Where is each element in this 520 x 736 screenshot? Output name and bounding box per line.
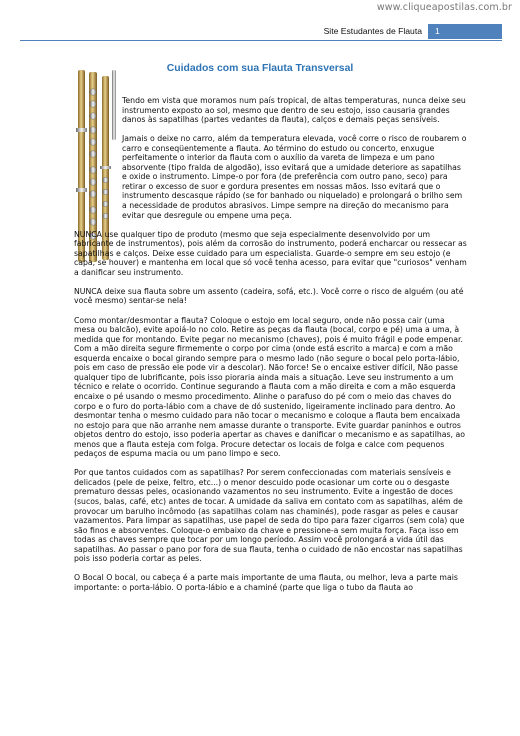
paragraph-assembly: Como montar/desmontar a flauta? Coloque o estojo em local seguro, onde não possa cair (uma mesa ou balcão), evite apoiá-lo no colo. Retire as peças da flauta (bocal, corpo e pé) uma a uma, à medida que for montando. Evite pegar no mecanismo (chaves), pois é muito frágil e pode empenar. Com a mão direita segure firmemente o corpo por cima (onde está escrito a marca) e com a mão esquerda encaixe o bocal girando sempre para o mesmo lado (não segure o bocal pelo porta-lábio, pois em caso de pressão ele pode vir a descolar). Não force! Se o encaixe estiver difícil, Não passe qualquer tipo de lubrificante, pois isso pioraria ainda mais a situação. Leve seu instrumento a um técnico e relate o ocorrido. Continue segurando a flauta com a mão direita e com a mão esquerda encaixe o pé usando o mesmo procedimento. Alinhe o parafuso do pé com o meio das chaves do corpo e o furo do porta-lábio com a chave de dó sustenido, ligeiramente inclinado para dentro. Ao desmontar tenha o mesmo cuidado para não tocar o mecanismo e coloque a flauta bem encaixada no estojo para que não arranhe nem amasse durante o transporte. Evite guardar paninhos e outros objetos dentro do estojo, isso poderia apertar as chaves e danificar o mecanismo e as sapatilhas, ao menos que a flauta esteja com folga. Procure detectar os locais de folga e calce com pequenos pedaços de espuma macia ou um pano limpo e seco. bbox=[74, 315, 465, 459]
watermark: www.cliqueapostilas.com.br bbox=[376, 2, 512, 13]
page-title: Cuidados com sua Flauta Transversal bbox=[166, 63, 354, 74]
paragraph-storage: Jamais o deixe no carro, além da temperatura elevada, você corre o risco de roubarem o carro e conseqüentemente a flauta. Ao término do estudo ou concerto, enxugue perfeitamente o interior da flauta com o auxílio da vareta de limpeza e um pano absorvente (tipo fralda de algodão), isso evitará que a umidade deteriore as sapatilhas e oxide o instrumento. Limpe-o por fora (de preferência com outro pano, seco) para retirar o excesso de suor e gordura presentes em nossas mãos. Isso evitará que o instrumento descasque rápido (se for banhado ou niquelado) e prolongará o brilho sem a necessidade de produtos abrasivos. Limpe sempre na direção do mecanismo para evitar que desregule ou empene uma peça. bbox=[122, 134, 467, 220]
header-site-name: Site Estudantes de Flauta bbox=[323, 26, 422, 36]
paragraph-pads: Por que tantos cuidados com as sapatilhas? Por serem confeccionadas com materiais sensíveis e delicados (pele de peixe, feltro, etc...) o menor descuido pode ocasionar um corte ou o desgaste prematuro dessas peles, ocasionando vazamentos no seu instrumento. Evite a ingestão de doces (sucos, balas, café, etc) antes de tocar. A umidade da saliva em contato com as sapatilhas, além de provocar um barulho incômodo (as sapatilhas colam nas chaminés), pode rasgar as peles e causar vazamentos. Para limpar as sapatilhas, use papel de seda do tipo para fazer cigarros (sem cola) que são finos e absorventes. Coloque-o embaixo da chave e pressione-a sem muita força. Faça isso em todas as chaves sempre que tocar por um longo período. Assim você prolongará a vida útil das sapatilhas. Ao passar o pano por fora de sua flauta, tenha o cuidado de não encostar nas sapatilhas pois isso poderia cortar as peles. bbox=[74, 468, 465, 564]
paragraph-seat: NUNCA deixe sua flauta sobre um assento (cadeira, sofá, etc.). Você corre o risco de alguém (ou até você mesmo) sentar-se nela! bbox=[74, 286, 464, 306]
page-header bbox=[20, 24, 502, 41]
page-number-badge: 1 bbox=[428, 24, 502, 39]
document-body bbox=[74, 96, 468, 602]
paragraph-headjoint: O Bocal O bocal, ou cabeça é a parte mais importante de uma flauta, ou melhor, leva a parte mais importante: o porta-lábio. O porta-lábio e a chaminé (parte que liga o tubo da flauta ao bbox=[74, 573, 458, 592]
paragraph-intro: Tendo em vista que moramos num país tropical, de altas temperaturas, nunca deixe seu instrumento exposto ao sol, mesmo que dentro de seu estojo, isso causaria grandes danos às sapatilhas (partes vedantes da flauta), calços e demais peças sensíveis. bbox=[122, 96, 466, 125]
paragraph-products: NUNCA use qualquer tipo de produto (mesmo que seja especialmente desenvolvido por um fabricante de instrumentos), pois além da corrosão do instrumento, poderá encharcar ou ressecar as sapatilhas e calços. Deixe esse cuidado para um especialista. Guarde-o sempre em seu estojo (e capa, se houver) e mantenha em local que só você tenha acesso, para evitar que "curiosos" venham a danificar seu instrumento. bbox=[74, 229, 467, 277]
